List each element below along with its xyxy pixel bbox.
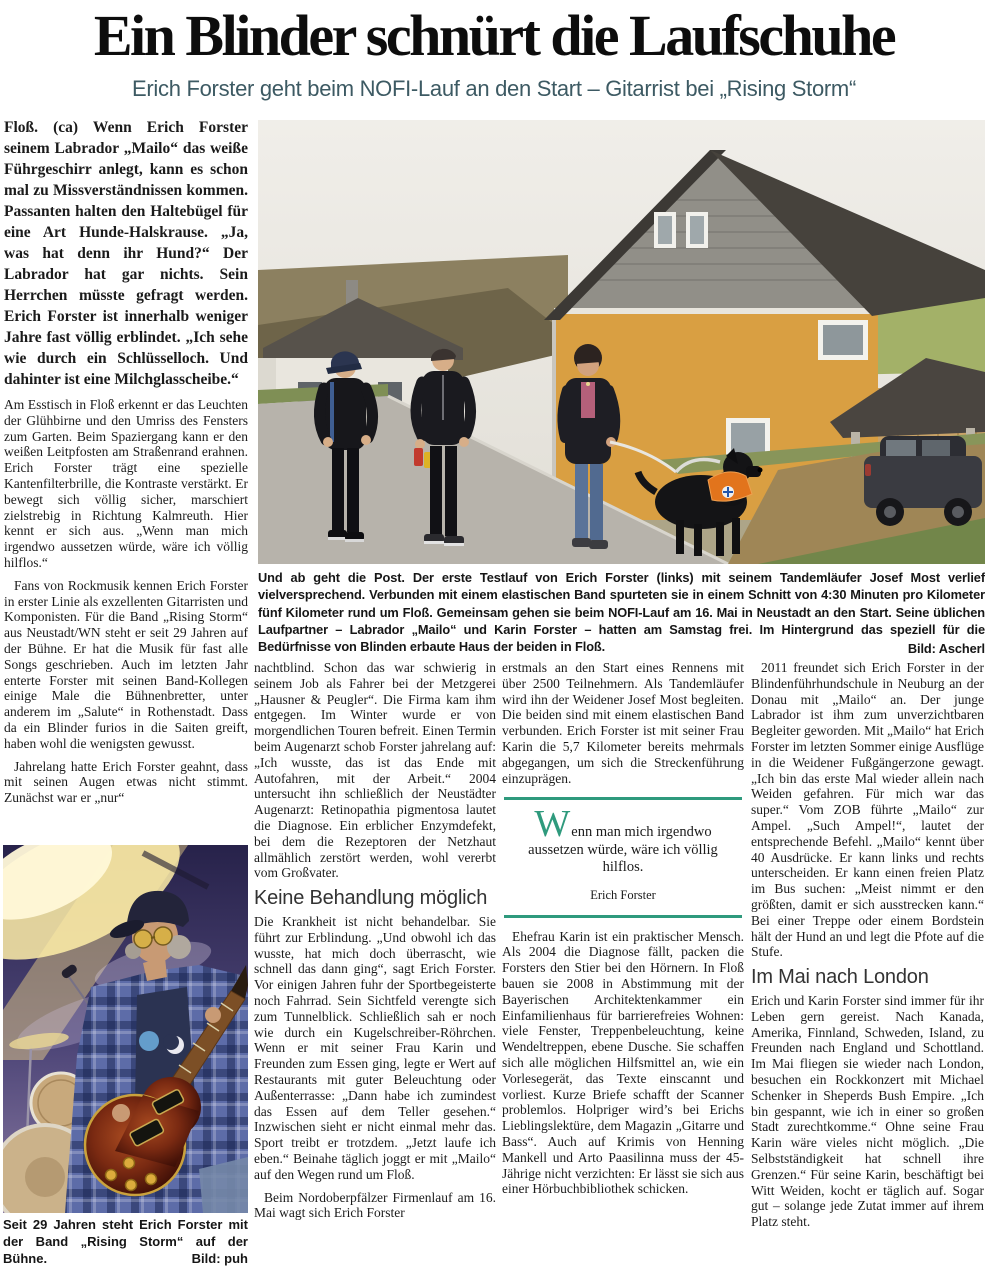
band-photo-caption [3,1216,248,1267]
photo-credit: Bild: Ascherl [898,640,985,657]
lead-paragraph: Floß. (ca) Wenn Erich Forster seinem Labrador „Mailo“ das weiße Führgeschirr anlegt, kann es schon mal zu Missverständnissen kommen. Passanten halten den Haltebügel für eine Art Hunde-Halskrause. „Ja, was hat denn ihr Hund?“ Der Labrador hat gar nichts. Sein Herrchen müsste gefragt werden. Erich Forster ist innerhalb weniger Jahre fast völlig erblindet. „Ich sehe wie durch ein Schlüsselloch. Und dahinter ist eine Milchglasscheibe.“ [4,119,248,388]
main-photo-runners [258,120,985,564]
quote-initial: W [534,803,572,846]
paragraph: Ehefrau Karin ist ein praktischer Mensch. Als 2004 die Diagnose fällt, packen die Forsters den Stier bei den Hörnern. In Floß bauen sie 2008 in Abstimmung mit der Bayerischen Architektenkammer ein Einfamilienhaus für barrierefreies Wohnen: viele Fenster, Treppenbeleuchtung, keine Wendeltreppen, ebene Dusche. Sie schaffen sich alle möglichen Hilfsmittel an, wie ein Vorlesegerät, das Texte einscannt und vorliest. Kurze Briefe schafft der Scanner problemlos. Holpriger wird’s bei Erichs Lieblingslektüre, dem Magazin „Gitarre und Bass“. Auch auf Krimis von Henning Mankell und Arto Paasilinna muss der 45-Jährige nicht verzichten: Er lässt sie sich aus einer Hörbuchbibliothek schicken. [502,928,744,1197]
main-photo-caption [258,569,985,657]
subhead-keine-behandlung: Keine Behandlung möglich [254,887,488,910]
column-1 [4,117,248,841]
paragraph: nachtblind. Schon das war schwierig in seinem Job als Fahrer bei der Metzgerei „Hausner & Peugler“. Die Firma kam ihm entgegen. Im Winter wurde er von morgendlichen Touren befreit. Einen Termin beim Augenarzt schob Forster jahrelang auf: „Ich wusste, das ist das Ende mit Autofahren, mit der Arbeit.“ 2004 untersucht ihn schließlich der Neustädter Augenarzt: Retinopathia pigmentosa lautet die Diagnose. Ein erblicher Enzymdefekt, bei dem die Rezeptoren der Netzhaut allmählich zerstört werden, wohl vererbt vom Großvater. [254,660,496,881]
paragraph: Erich und Karin Forster sind immer für ihr Leben gern gereist. Nach Kanada, Amerika, Finnland, Schweden, Island, zu Freunden nach England und Schottland. Im Mai fliegen sie wieder nach London, besuchen ein Rockkonzert mit Michael Schenker in Sheperds Bush Empire. „Ich bin gespannt, wie ich in einer so großen Stadt zurechtkomme.“ Ohne seine Frau Karin wäre vieles nicht möglich. „Die Selbstständigkeit hat schnell ihre Grenzen.“ Für seine Karin, beschäftigt bei Witt Weiden, kocht er täglich auf. Sogar gut – solange jede Zutat immer auf ihrem Platz steht. [751,992,984,1230]
paragraph: 2011 freundet sich Erich Forster in der Blindenführhundschule in Neuburg an der Donau mit „Mailo“ an. Der junge Labrador ist ihm zum unverzichtbaren Begleiter geworden. Mit „Mailo“ hat Erich Forster im letzten Sommer einige Ausflüge in die Weidener Fußgängerzone gewagt. „Ich bin das erste Mal wieder allein nach Weiden gefahren. Für mich war das super.“ Vom ZOB führte „Mailo“ zur Ampel. „Such Ampel!“, lautet der entsprechende Befehl. „Mailo“ kennt über 40 Ausdrücke. Er kann links und rechts unterscheiden. Er kann einen freien Platz im Bus suchen: „Meist nimmt er den größten, damit er sich ausstrecken kann.“ Bei einer Treppe oder einem Bordstein hält der Hund an und legt die Pfote auf die Stufe. [751,660,984,960]
guitarist-illustration [3,845,248,1213]
quote-attribution: Erich Forster [590,887,656,902]
paragraph: Jahrelang hatte Erich Forster geahnt, dass mit seinen Augen etwas nicht stimmt. Zunächst war er „nur“ [4,758,248,806]
quote-body: enn man mich irgendwo aussetzen würde, wäre ich völlig hilflos. [528,824,718,876]
paragraph: Fans von Rockmusik kennen Erich Forster in erster Linie als exzellenten Gitarristen und Komponisten. Für die Band „Rising Storm“ aus Neustadt/WN steht er seit 29 Jahren auf der Bühne. Er hat die Musik für fast alle Songs geschrieben. Auch im letzten Jahr enterte Forster mit seinen Band-Kollegen einige Male die Bühnenbretter, unter anderem im „Salute“ in Rothenstadt. Dass da ein Blinder furios in die Saiten greift, haben wohl die wenigsten gewusst. [4,577,248,751]
photo-credit: Bild: puh [182,1250,248,1267]
column-2 [254,660,496,1266]
pull-quote [502,797,744,917]
paragraph: Am Esstisch in Floß erkennt er das Leuchten der Glühbirne und den Umriss des Fensters zum Garten. Beim Spaziergang kann er den weißen Leitpfosten am Straßenrand erahnen. Erich Forster trägt eine spezielle Kantenfilterbrille, die Kontraste verstärkt. Er bewegt sich völlig sicher, marschiert zielstrebig in Richtung Kalmreuth. Hier kennt er sich aus. „Wenn man mich irgendwo aussetzen würde, wäre ich völlig hilflos.“ [4,397,248,570]
quote-rule-bottom [504,915,742,918]
caption-text: Seit 29 Jahren steht Erich Forster mit der Band „Rising Storm“ auf der Bühne. [3,1217,248,1266]
caption-text: Und ab geht die Post. Der erste Testlauf von Erich Forster (links) mit seinem Tandemläufer Josef Most verlief vielversprechend. Verbunden mit einem elastischen Band spurteten sie in einem Schnitt von 4:30 Minuten pro Kilometer fünf Kilometer rund um Floß. Gemeinsam gehen sie beim NOFI-Lauf am 16. Mai in Neustadt an den Start. Seine üblichen Laufpartner – Labrador „Mailo“ und Karin Forster – hatten am Samstag frei. Im Hintergrund das speziell für die Bedürfnisse von Blinden erbaute Haus der beiden in Floß. [258,570,985,655]
paragraph: Die Krankheit ist nicht behandelbar. Sie führt zur Erblindung. „Und obwohl ich das wusste, hat mich doch überrascht, wie schnell das dann ging“, sagt Erich Forster. Vor einigen Jahren fuhr der Sportbegeisterte noch Fahrrad. Sein Sichtfeld verengte sich zum Tunnelblick. Schließlich sah er noch wie durch ein Kugelschreiber-Röhrchen. Wenn er mit seiner Frau Karin und Freunden zum Essen ging, legte er Wert auf Restaurants mit guter Beleuchtung oder Außenterrasse: „Dann habe ich zumindest das Essen auf dem Teller gesehen.“ Inzwischen sieht er nicht einmal mehr das. Sport treibt er trotzdem. „Jetzt laufe ich eben.“ Beinahe täglich joggt er mit „Mailo“ auf den Wegen rund um Floß. [254,913,496,1182]
paragraph: Beim Nordoberpfälzer Firmenlauf am 16. Mai wagt sich Erich Forster [254,1189,496,1221]
quote-rule-top [504,797,742,800]
column-3 [502,660,744,1266]
paragraph: erstmals an den Start eines Rennens mit über 2500 Teilnehmern. Als Tandemläufer wird ihn der Weidener Josef Most begleiten. Die beiden sind mit einem elastischen Band verbunden. Erich Forster ist mit seiner Frau Karin die 5,7 Kilometer bereits mehrmals abgegangen, um sich die Streckenführung einzuprägen. [502,660,744,786]
band-photo-guitarist [3,845,248,1213]
headline: Ein Blinder schnürt die Laufschuhe [93,3,895,68]
runners-illustration [258,120,985,564]
subheadline: Erich Forster geht beim NOFI-Lauf an den Start – Gitarrist bei „Rising Storm“ [132,76,856,101]
subhead-im-mai-nach-london: Im Mai nach London [751,966,929,989]
quote-text [502,803,744,877]
column-4 [751,660,984,1266]
